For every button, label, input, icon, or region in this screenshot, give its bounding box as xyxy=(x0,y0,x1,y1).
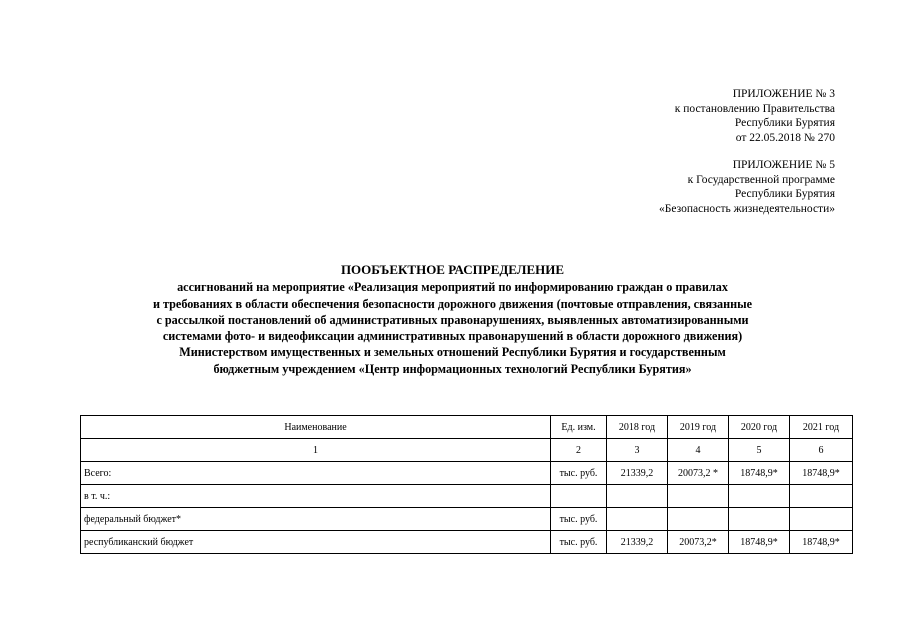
row-unit: тыс. руб. xyxy=(551,462,607,485)
row-name: в т. ч.: xyxy=(81,485,551,508)
table-row xyxy=(81,462,853,485)
row-value: 18748,9* xyxy=(729,462,790,485)
row-unit: тыс. руб. xyxy=(551,531,607,554)
header-year: 2018 год xyxy=(607,416,668,439)
row-name: Всего: xyxy=(81,462,551,485)
heading-line: ассигнований на мероприятие «Реализация мероприятий по информированию граждан о правилах xyxy=(177,280,728,295)
row-value xyxy=(790,485,853,508)
row-value xyxy=(607,508,668,531)
row-value: 18748,9* xyxy=(729,531,790,554)
annex-line: Республики Бурятия xyxy=(734,117,835,130)
header-year: 2020 год xyxy=(729,416,790,439)
heading-line: Министерством имущественных и земельных отношений Республики Бурятия и государственным xyxy=(179,345,726,360)
annex-line: «Безопасность жизнедеятельности» xyxy=(659,202,835,215)
column-number: 2 xyxy=(551,439,607,462)
row-unit: тыс. руб. xyxy=(551,508,607,531)
column-number: 3 xyxy=(607,439,668,462)
row-value: 18748,9* xyxy=(790,462,853,485)
row-value: 21339,2 xyxy=(607,462,668,485)
header-unit: Ед. изм. xyxy=(551,416,607,439)
row-name: республиканский бюджет xyxy=(81,531,551,554)
annex-line: к Государственной программе xyxy=(687,173,835,186)
annex-5-block xyxy=(659,158,835,216)
row-unit xyxy=(551,485,607,508)
header-name: Наименование xyxy=(81,416,551,439)
annex-line: ПРИЛОЖЕНИЕ № 5 xyxy=(732,159,835,171)
document-title: ПООБЪЕКТНОЕ РАСПРЕДЕЛЕНИЕ xyxy=(340,262,565,277)
row-value: 20073,2 * xyxy=(668,462,729,485)
table-row xyxy=(81,485,853,508)
annex-line: к постановлению Правительства xyxy=(674,102,835,115)
annex-line: ПРИЛОЖЕНИЕ № 3 xyxy=(732,88,835,100)
row-value xyxy=(668,485,729,508)
heading-line: с рассылкой постановлений об административных правонарушениях, выявленных автоматизированными xyxy=(156,312,749,327)
column-number-row xyxy=(81,439,853,462)
heading-line: бюджетным учреждением «Центр информационных технологий Республики Бурятия» xyxy=(213,361,692,376)
document-heading xyxy=(0,262,905,377)
heading-line: системами фото- и видеофиксации административных правонарушений в области дорожного движения) xyxy=(162,329,743,344)
table-row xyxy=(81,508,853,531)
column-number: 5 xyxy=(729,439,790,462)
header-year: 2021 год xyxy=(790,416,853,439)
row-value xyxy=(729,485,790,508)
header-year: 2019 год xyxy=(668,416,729,439)
column-number: 6 xyxy=(790,439,853,462)
annex-3-block xyxy=(675,87,835,145)
table-header-row xyxy=(81,416,853,439)
table-row xyxy=(81,531,853,554)
row-value xyxy=(607,485,668,508)
heading-line: и требованиях в области обеспечения безопасности дорожного движения (почтовые отправления, связанные xyxy=(152,296,753,311)
column-number: 4 xyxy=(668,439,729,462)
row-name: федеральный бюджет* xyxy=(81,508,551,531)
column-number: 1 xyxy=(81,439,551,462)
row-value: 20073,2* xyxy=(668,531,729,554)
row-value: 21339,2 xyxy=(607,531,668,554)
allocation-table xyxy=(80,415,853,554)
row-value xyxy=(668,508,729,531)
annex-line: Республики Бурятия xyxy=(734,188,835,201)
row-value xyxy=(790,508,853,531)
annex-line: от 22.05.2018 № 270 xyxy=(735,131,835,144)
row-value: 18748,9* xyxy=(790,531,853,554)
row-value xyxy=(729,508,790,531)
